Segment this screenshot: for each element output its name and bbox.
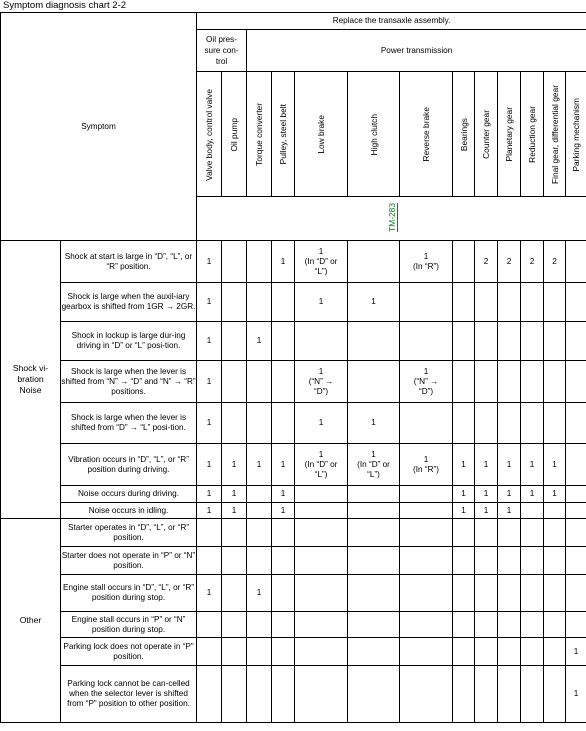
- priority-cell: [247, 612, 272, 638]
- priority-cell: [521, 283, 544, 322]
- priority-cell: 1: [348, 403, 400, 444]
- priority-cell: [453, 322, 475, 361]
- priority-cell: [222, 322, 247, 361]
- priority-cell: [521, 575, 544, 612]
- priority-cell: 2: [544, 241, 566, 283]
- priority-cell: [566, 241, 586, 283]
- priority-cell: [566, 444, 586, 486]
- table-row: [1, 361, 586, 403]
- priority-cell: [197, 666, 222, 723]
- symptom-description: Shock at start is large in “D”, “L”, or “R” position.: [61, 241, 197, 283]
- priority-cell: [400, 486, 453, 503]
- priority-cell: [247, 241, 272, 283]
- priority-cell: 1: [247, 322, 272, 361]
- priority-cell: [566, 361, 586, 403]
- column-header: [197, 72, 222, 197]
- priority-cell: [544, 361, 566, 403]
- priority-cell: [295, 547, 348, 575]
- priority-cell: 1 (In “D” or “L”): [348, 444, 400, 486]
- priority-cell: [400, 519, 453, 547]
- priority-cell: [566, 519, 586, 547]
- priority-cell: [222, 361, 247, 403]
- priority-cell: [222, 612, 247, 638]
- power-transmission-header: Power transmission: [247, 30, 586, 72]
- table-row: [1, 444, 586, 486]
- priority-cell: [272, 575, 295, 612]
- priority-cell: [348, 322, 400, 361]
- priority-cell: [566, 283, 586, 322]
- priority-cell: [475, 612, 498, 638]
- priority-cell: [453, 283, 475, 322]
- priority-cell: [498, 638, 521, 666]
- priority-cell: [272, 666, 295, 723]
- column-header: [272, 72, 295, 197]
- priority-cell: [521, 666, 544, 723]
- priority-cell: [521, 503, 544, 519]
- column-header: [544, 72, 566, 197]
- priority-cell: 2: [521, 241, 544, 283]
- priority-cell: [295, 575, 348, 612]
- priority-cell: [222, 638, 247, 666]
- priority-cell: [247, 283, 272, 322]
- priority-cell: 1: [295, 403, 348, 444]
- priority-cell: [197, 547, 222, 575]
- table-row: [1, 519, 586, 547]
- priority-cell: 1 (In “R”): [400, 444, 453, 486]
- column-header: [222, 72, 247, 197]
- symptom-description: Vibration occurs in “D”, “L”, or “R” position during driving.: [61, 444, 197, 486]
- priority-cell: 1: [197, 575, 222, 612]
- column-header-label: Valve body, control valve: [204, 88, 215, 181]
- column-header-label: Reverse brake: [421, 107, 432, 162]
- priority-cell: [247, 638, 272, 666]
- column-header: [348, 72, 400, 197]
- tm-283-link[interactable]: TM-283: [386, 202, 397, 232]
- table-row: [1, 283, 586, 322]
- priority-cell: [566, 503, 586, 519]
- priority-cell: [498, 361, 521, 403]
- priority-cell: [272, 612, 295, 638]
- symptom-description: Shock is large when the lever is shifted from “N” → “D” and “N” → “R” positions.: [61, 361, 197, 403]
- priority-cell: [348, 547, 400, 575]
- priority-cell: [272, 361, 295, 403]
- priority-cell: [295, 666, 348, 723]
- priority-cell: 1: [272, 486, 295, 503]
- priority-cell: [544, 575, 566, 612]
- priority-cell: [400, 322, 453, 361]
- priority-cell: [498, 403, 521, 444]
- priority-cell: 1: [222, 503, 247, 519]
- priority-cell: 1: [197, 403, 222, 444]
- priority-cell: 1: [272, 444, 295, 486]
- priority-cell: [222, 666, 247, 723]
- column-header-label: Pulley, steel belt: [278, 104, 289, 165]
- symptom-header: Symptom: [1, 13, 197, 241]
- column-header-label: Bearings: [458, 117, 469, 152]
- priority-cell: [400, 612, 453, 638]
- table-row: [1, 575, 586, 612]
- column-header: [566, 72, 586, 197]
- table-row: [1, 503, 586, 519]
- symptom-group-label: Other: [1, 519, 61, 723]
- column-header-label: Low brake: [316, 115, 327, 154]
- priority-cell: [222, 283, 247, 322]
- priority-cell: 1: [272, 503, 295, 519]
- priority-cell: 1: [295, 283, 348, 322]
- priority-cell: [521, 638, 544, 666]
- table-row: [1, 547, 586, 575]
- priority-cell: [544, 283, 566, 322]
- priority-cell: 1: [272, 241, 295, 283]
- priority-cell: 1: [197, 241, 222, 283]
- priority-cell: [544, 519, 566, 547]
- column-header-label: Oil pump: [229, 117, 240, 152]
- priority-cell: [453, 575, 475, 612]
- priority-cell: 1: [453, 486, 475, 503]
- priority-cell: [475, 361, 498, 403]
- column-header: [498, 72, 521, 197]
- priority-cell: [272, 519, 295, 547]
- table-row: [1, 612, 586, 638]
- tm-283-link-cell: [197, 197, 586, 241]
- priority-cell: [453, 403, 475, 444]
- priority-cell: [247, 503, 272, 519]
- priority-cell: [544, 322, 566, 361]
- priority-cell: 1: [197, 486, 222, 503]
- priority-cell: [222, 241, 247, 283]
- priority-cell: [348, 486, 400, 503]
- symptom-description: Shock is large when the lever is shifted from “D” → “L” posi-tion.: [61, 403, 197, 444]
- priority-cell: [453, 519, 475, 547]
- priority-cell: [544, 666, 566, 723]
- priority-cell: [566, 575, 586, 612]
- priority-cell: [272, 547, 295, 575]
- priority-cell: [197, 519, 222, 547]
- priority-cell: [544, 638, 566, 666]
- symptom-description: Noise occurs in idling.: [61, 503, 197, 519]
- priority-cell: [453, 241, 475, 283]
- priority-cell: [247, 486, 272, 503]
- priority-cell: 1: [222, 444, 247, 486]
- priority-cell: [498, 283, 521, 322]
- priority-cell: [247, 666, 272, 723]
- column-header: [521, 72, 544, 197]
- priority-cell: [400, 638, 453, 666]
- column-header: [400, 72, 453, 197]
- priority-cell: 1: [197, 322, 222, 361]
- priority-cell: [348, 575, 400, 612]
- priority-cell: [475, 283, 498, 322]
- priority-cell: 1 (“N” → “D”): [295, 361, 348, 403]
- column-header-label: Parking mechanism: [571, 97, 582, 172]
- priority-cell: [295, 486, 348, 503]
- table-row: [1, 241, 586, 283]
- priority-cell: [475, 575, 498, 612]
- column-header: [295, 72, 348, 197]
- priority-cell: 1: [475, 486, 498, 503]
- symptom-diagnosis-table: [0, 12, 586, 723]
- column-header-label: Counter gear: [481, 110, 492, 159]
- priority-cell: 1 (In “D” or “L”): [295, 444, 348, 486]
- symptom-description: Shock in lockup is large dur-ing driving in “D” or “L” posi-tion.: [61, 322, 197, 361]
- priority-cell: [222, 519, 247, 547]
- oil-pressure-control-header: Oil pres- sure con- trol: [197, 30, 247, 72]
- priority-cell: [475, 519, 498, 547]
- priority-cell: [272, 403, 295, 444]
- priority-cell: 1: [247, 575, 272, 612]
- priority-cell: [348, 503, 400, 519]
- table-row: [1, 666, 586, 723]
- priority-cell: 1: [498, 503, 521, 519]
- priority-cell: [453, 666, 475, 723]
- priority-cell: [521, 519, 544, 547]
- priority-cell: [498, 666, 521, 723]
- table-row: [1, 322, 586, 361]
- replace-transaxle-header: Replace the transaxle assembly.: [197, 13, 586, 30]
- priority-cell: [247, 547, 272, 575]
- priority-cell: [348, 612, 400, 638]
- priority-cell: [272, 638, 295, 666]
- priority-cell: 1: [222, 486, 247, 503]
- priority-cell: [453, 547, 475, 575]
- priority-cell: [566, 322, 586, 361]
- priority-cell: 1: [498, 444, 521, 486]
- priority-cell: [272, 322, 295, 361]
- priority-cell: [348, 638, 400, 666]
- column-header: [453, 72, 475, 197]
- priority-cell: 1: [197, 444, 222, 486]
- priority-cell: [247, 519, 272, 547]
- priority-cell: [475, 666, 498, 723]
- priority-cell: [400, 283, 453, 322]
- priority-cell: [498, 575, 521, 612]
- priority-cell: 1: [197, 283, 222, 322]
- priority-cell: [400, 666, 453, 723]
- column-header-label: High clutch: [368, 113, 379, 156]
- priority-cell: [475, 638, 498, 666]
- symptom-description: Noise occurs during driving.: [61, 486, 197, 503]
- symptom-group-label: Shock vi- bration Noise: [1, 241, 61, 519]
- priority-cell: [498, 612, 521, 638]
- priority-cell: [475, 403, 498, 444]
- priority-cell: [348, 519, 400, 547]
- column-header: [475, 72, 498, 197]
- symptom-description: Shock is large when the auxil-iary gearbox is shifted from 1GR → 2GR.: [61, 283, 197, 322]
- table-row: [1, 486, 586, 503]
- priority-cell: [247, 403, 272, 444]
- priority-cell: [498, 322, 521, 361]
- symptom-description: Engine stall occurs in “P” or “N” position during stop.: [61, 612, 197, 638]
- priority-cell: [197, 612, 222, 638]
- priority-cell: 1: [521, 486, 544, 503]
- priority-cell: [295, 519, 348, 547]
- priority-cell: [475, 322, 498, 361]
- priority-cell: 1: [475, 503, 498, 519]
- column-header-label: Planetary gear: [504, 107, 515, 162]
- priority-cell: [521, 361, 544, 403]
- priority-cell: [566, 612, 586, 638]
- priority-cell: [544, 612, 566, 638]
- priority-cell: [544, 403, 566, 444]
- priority-cell: [400, 403, 453, 444]
- priority-cell: [544, 503, 566, 519]
- priority-cell: [521, 403, 544, 444]
- priority-cell: 1: [197, 361, 222, 403]
- priority-cell: [295, 503, 348, 519]
- priority-cell: 1: [498, 486, 521, 503]
- priority-cell: 2: [498, 241, 521, 283]
- priority-cell: 1 (In “R”): [400, 241, 453, 283]
- priority-cell: [348, 666, 400, 723]
- priority-cell: 1: [544, 486, 566, 503]
- priority-cell: [521, 612, 544, 638]
- priority-cell: [222, 575, 247, 612]
- priority-cell: [544, 547, 566, 575]
- symptom-description: Starter operates in “D”, “L”, or “R” position.: [61, 519, 197, 547]
- priority-cell: [295, 638, 348, 666]
- priority-cell: [566, 547, 586, 575]
- priority-cell: [247, 361, 272, 403]
- priority-cell: [498, 547, 521, 575]
- priority-cell: [521, 547, 544, 575]
- priority-cell: 1 (“N” → “D”): [400, 361, 453, 403]
- priority-cell: 1: [566, 666, 586, 723]
- priority-cell: [453, 612, 475, 638]
- symptom-description: Starter does not operate in “P” or “N” position.: [61, 547, 197, 575]
- column-header-label: Final gear, differential gear: [549, 84, 560, 184]
- priority-cell: [521, 322, 544, 361]
- priority-cell: [222, 403, 247, 444]
- priority-cell: [197, 638, 222, 666]
- priority-cell: 2: [475, 241, 498, 283]
- priority-cell: 1 (In “D” or “L”): [295, 241, 348, 283]
- priority-cell: 1: [453, 444, 475, 486]
- column-header-label: Reduction gear: [527, 106, 538, 163]
- priority-cell: [272, 283, 295, 322]
- chart-title: Symptom diagnosis chart 2-2: [3, 0, 127, 11]
- table-row: [1, 638, 586, 666]
- priority-cell: 1: [475, 444, 498, 486]
- priority-cell: [222, 547, 247, 575]
- priority-cell: [295, 322, 348, 361]
- priority-cell: 1: [197, 503, 222, 519]
- priority-cell: [400, 575, 453, 612]
- symptom-description: Parking lock does not operate in “P” position.: [61, 638, 197, 666]
- priority-cell: 1: [348, 283, 400, 322]
- priority-cell: [348, 361, 400, 403]
- priority-cell: [453, 361, 475, 403]
- priority-cell: 1: [521, 444, 544, 486]
- column-header: [247, 72, 272, 197]
- priority-cell: [295, 612, 348, 638]
- priority-cell: [498, 519, 521, 547]
- priority-cell: [566, 486, 586, 503]
- column-header-label: Torque converter: [254, 103, 265, 166]
- symptom-description: Engine stall occurs in “D”, “L”, or “R” position during stop.: [61, 575, 197, 612]
- priority-cell: 1: [544, 444, 566, 486]
- priority-cell: [475, 547, 498, 575]
- priority-cell: 1: [566, 638, 586, 666]
- priority-cell: [400, 547, 453, 575]
- symptom-description: Parking lock cannot be can-celled when the selector lever is shifted from “P” position to other position.: [61, 666, 197, 723]
- priority-cell: [566, 403, 586, 444]
- priority-cell: [348, 241, 400, 283]
- table-row: [1, 403, 586, 444]
- priority-cell: [453, 638, 475, 666]
- priority-cell: [400, 503, 453, 519]
- priority-cell: 1: [247, 444, 272, 486]
- priority-cell: 1: [453, 503, 475, 519]
